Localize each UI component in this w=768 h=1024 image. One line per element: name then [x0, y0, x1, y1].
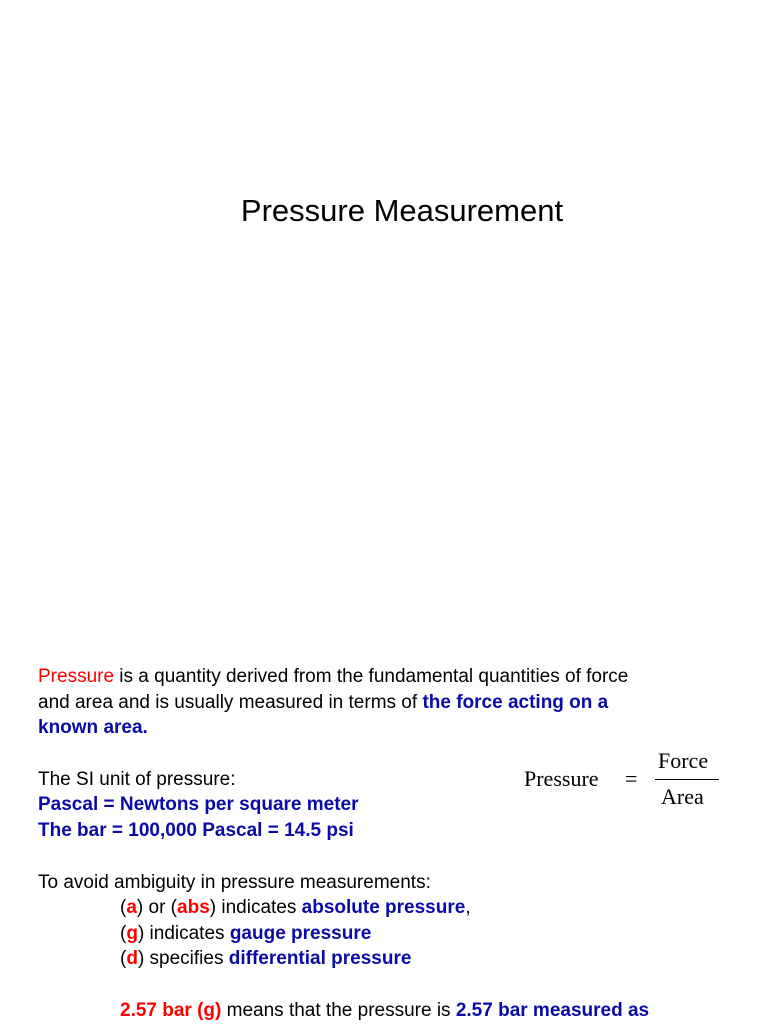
example-line	[120, 998, 649, 1024]
intro-line-3-emphasis: known area.	[38, 717, 148, 738]
pressure-formula	[524, 746, 724, 812]
intro-line-2-emphasis: the force acting on a	[422, 692, 609, 713]
item-g-close: ) indicates	[137, 923, 230, 944]
ambiguity-heading: To avoid ambiguity in pressure measurements:	[38, 872, 431, 893]
formula-fraction-bar	[655, 779, 719, 780]
code-abs: abs	[177, 897, 210, 918]
intro-line-2	[38, 690, 608, 716]
intro-line-3	[38, 715, 148, 741]
ambiguity-item-differential	[120, 946, 411, 972]
item-a-mid: ) or (	[136, 897, 178, 918]
intro-line-2-plain: and area and is usually measured in terms of	[38, 692, 423, 713]
meaning-differential-pressure: differential pressure	[228, 948, 412, 969]
ambiguity-item-gauge	[120, 921, 371, 947]
paren-open: (	[120, 948, 127, 969]
meaning-gauge-pressure: gauge pressure	[229, 923, 372, 944]
formula-lhs: Pressure	[524, 766, 599, 791]
item-d-close: ) specifies	[137, 948, 229, 969]
code-a: a	[126, 897, 137, 918]
intro-line-1-rest: is a quantity derived from the fundamental quantities of force	[114, 666, 629, 687]
page-title: Pressure Measurement	[240, 193, 564, 228]
si-heading: The SI unit of pressure:	[38, 769, 236, 790]
si-pascal-definition: Pascal = Newtons per square meter	[38, 794, 359, 815]
example-tail: 2.57 bar measured as	[455, 1000, 650, 1021]
item-a-close: ) indicates	[209, 897, 302, 918]
example-middle: means that the pressure is	[221, 1000, 456, 1021]
code-g: g	[126, 923, 138, 944]
paren-open: (	[120, 923, 127, 944]
intro-line-1	[38, 664, 628, 690]
item-a-trail: ,	[465, 897, 471, 918]
formula-numerator: Force	[658, 748, 709, 773]
example-value: 2.57 bar (g)	[120, 1000, 222, 1021]
meaning-absolute-pressure: absolute pressure	[301, 897, 466, 918]
si-bar-definition: The bar = 100,000 Pascal = 14.5 psi	[38, 820, 354, 841]
formula-equals: =	[625, 766, 638, 791]
formula-denominator: Area	[661, 784, 704, 809]
ambiguity-item-absolute	[120, 895, 471, 921]
paren-open: (	[120, 897, 127, 918]
pressure-term: Pressure	[38, 666, 115, 687]
code-d: d	[126, 948, 138, 969]
